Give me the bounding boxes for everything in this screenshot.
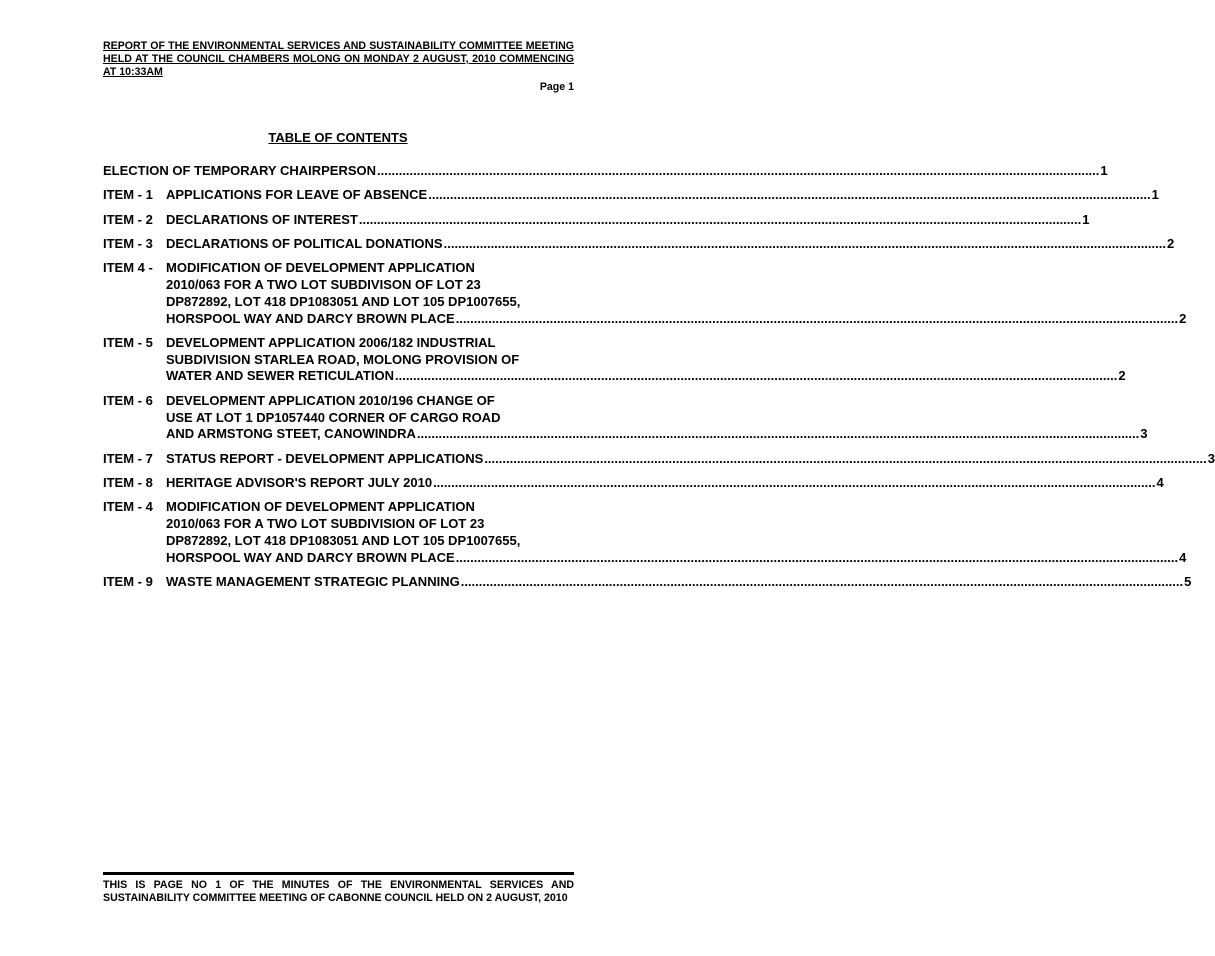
toc-entry-title-line: DEVELOPMENT APPLICATION 2006/182 INDUSTRIAL xyxy=(166,334,496,350)
toc-entry-title-line: HERITAGE ADVISOR'S REPORT JULY 2010 xyxy=(166,474,433,490)
toc-entry-page: 2 xyxy=(1179,310,1187,326)
toc-entry-page: 5 xyxy=(1184,573,1192,589)
page-footer xyxy=(103,872,574,905)
toc-entry-page: 1 xyxy=(1151,187,1159,203)
toc-entry-title-line: WATER AND SEWER RETICULATION xyxy=(166,368,394,384)
toc-entry-number: ITEM - 7 xyxy=(103,450,153,466)
toc-entry-number: ITEM - 9 xyxy=(103,573,153,589)
dot-leader: ........................................................................................................................................................................................................ xyxy=(428,187,1151,203)
dot-leader: ........................................................................................................................................................................................................ xyxy=(443,235,1166,251)
footer-text: THIS IS PAGE NO 1 OF THE MINUTES OF THE ENVIRONMENTAL SERVICES AND SUSTAINABILITY COMMITTEE MEETING OF CABONNE COUNCIL HELD ON 2 AUGUST, 2010 xyxy=(103,879,574,904)
dot-leader: ........................................................................................................................................................................................................ xyxy=(377,163,1100,178)
toc-entry-title-line: HORSPOOL WAY AND DARCY BROWN PLACE xyxy=(166,549,455,565)
page-number: Page 1 xyxy=(539,81,574,93)
dot-leader: ........................................................................................................................................................................................................ xyxy=(455,549,1179,565)
report-title: REPORT OF THE ENVIRONMENTAL SERVICES AND SUSTAINABILITY COMMITTEE MEETING HELD AT THE COUNCIL CHAMBERS MOLONG ON MONDAY 2 AUGUST, 2010 COMMENCING AT 10:33AM xyxy=(103,40,574,78)
table-of-contents xyxy=(103,163,1215,591)
toc-entry-title-line: DECLARATIONS OF INTEREST xyxy=(166,211,358,227)
toc-entry-title-line: AND ARMSTONG STEET, CANOWINDRA xyxy=(166,426,416,442)
toc-entry-title-line: ELECTION OF TEMPORARY CHAIRPERSON xyxy=(103,163,377,178)
toc-entry-number: ITEM - 2 xyxy=(103,211,153,227)
toc-entry-number: ITEM - 1 xyxy=(103,187,153,203)
toc-entry xyxy=(103,392,1148,443)
page-header xyxy=(103,40,574,93)
dot-leader: ........................................................................................................................................................................................................ xyxy=(416,426,1140,442)
toc-entry-title-line: APPLICATIONS FOR LEAVE OF ABSENCE xyxy=(166,187,428,203)
toc-entry-page: 4 xyxy=(1156,474,1164,490)
toc-entry-title-line: DEVELOPMENT APPLICATION 2010/196 CHANGE OF xyxy=(166,392,495,408)
toc-entry-page: 2 xyxy=(1166,235,1175,251)
dot-leader: ........................................................................................................................................................................................................ xyxy=(460,573,1184,589)
toc-entry-title-line: STATUS REPORT - DEVELOPMENT APPLICATIONS xyxy=(166,450,484,466)
dot-leader: ........................................................................................................................................................................................................ xyxy=(455,310,1179,326)
dot-leader: ........................................................................................................................................................................................................ xyxy=(358,211,1082,227)
toc-entry xyxy=(103,260,1187,327)
dot-leader: ........................................................................................................................................................................................................ xyxy=(433,474,1156,490)
toc-entry-page: 1 xyxy=(1100,163,1108,178)
toc-entry xyxy=(103,450,1215,468)
toc-heading: TABLE OF CONTENTS xyxy=(268,130,408,145)
toc-entry-title-line: 2010/063 FOR A TWO LOT SUBDIVISON OF LOT 23 xyxy=(166,276,481,292)
toc-entry-page: 3 xyxy=(1140,426,1148,442)
toc-entry xyxy=(103,499,1187,566)
toc-entry-number: ITEM - 5 xyxy=(103,334,153,350)
toc-entry-page: 4 xyxy=(1179,549,1187,565)
toc-entry xyxy=(103,474,1164,492)
toc-entry-number: ITEM - 3 xyxy=(103,235,153,251)
toc-entry-title-line: DP872892, LOT 418 DP1083051 AND LOT 105 DP1007655, xyxy=(166,532,521,548)
toc-entry-title-line: USE AT LOT 1 DP1057440 CORNER OF CARGO ROAD xyxy=(166,409,501,425)
toc-entry xyxy=(103,235,1175,253)
toc-entry xyxy=(103,334,1126,385)
dot-leader: ........................................................................................................................................................................................................ xyxy=(394,368,1118,384)
toc-entry xyxy=(103,573,1192,591)
toc-entry xyxy=(103,163,1108,180)
toc-entry-title-line: 2010/063 FOR A TWO LOT SUBDIVISION OF LOT 23 xyxy=(166,516,485,532)
toc-entry-title-line: DECLARATIONS OF POLITICAL DONATIONS xyxy=(166,235,443,251)
toc-entry-title-line: MODIFICATION OF DEVELOPMENT APPLICATION xyxy=(166,499,475,515)
toc-entry-page: 2 xyxy=(1118,368,1126,384)
toc-entry-page: 1 xyxy=(1082,211,1090,227)
toc-entry-number: ITEM - 6 xyxy=(103,392,153,408)
toc-entry-page: 3 xyxy=(1207,450,1215,466)
toc-entry-number: ITEM - 4 xyxy=(103,499,153,515)
toc-entry-number: ITEM - 8 xyxy=(103,474,153,490)
toc-entry-title-line: SUBDIVISION STARLEA ROAD, MOLONG PROVISION OF xyxy=(166,351,520,367)
dot-leader: ........................................................................................................................................................................................................ xyxy=(484,450,1207,466)
toc-entry-title-line: MODIFICATION OF DEVELOPMENT APPLICATION xyxy=(166,260,475,276)
toc-entry-title-line: HORSPOOL WAY AND DARCY BROWN PLACE xyxy=(166,310,455,326)
toc-entry-title-line: DP872892, LOT 418 DP1083051 AND LOT 105 DP1007655, xyxy=(166,293,521,309)
toc-entry-title-line: WASTE MANAGEMENT STRATEGIC PLANNING xyxy=(166,573,460,589)
toc-entry xyxy=(103,187,1159,204)
toc-entry xyxy=(103,211,1090,229)
toc-entry-number: ITEM 4 - xyxy=(103,260,153,276)
